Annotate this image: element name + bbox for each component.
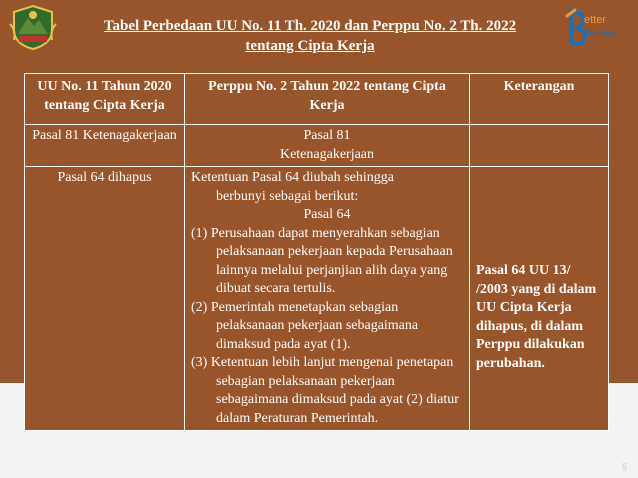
table-row (25, 167, 609, 431)
header-perppu-2022: Perppu No. 2 Tahun 2022 tentang Cipta Kerja (185, 74, 470, 125)
comparison-table (24, 73, 609, 431)
row2-item-2: (2) Pemerintah menetapkan sebagian pelaksanaan pekerjaan sebagaimana dimaksud pada ayat (1). (191, 299, 419, 352)
title-line-2: tentang Cipta Kerja (245, 38, 375, 54)
logo-text-bottom: Bernalar (584, 29, 615, 38)
row2-perppu-cell (185, 167, 470, 431)
page-number: 5 (622, 462, 628, 472)
title-line-1: Tabel Perbedaan UU No. 11 Th. 2020 dan Perppu No. 2 Th. 2022 (103, 18, 517, 34)
page-title (60, 16, 560, 56)
row1-perppu-line2: Ketenagakerjaan (279, 146, 375, 162)
row2-item-3: (3) Ketentuan lebih lanjut mengenai penetapan sebagian pelaksanaan pekerjaan sebagaimana dimaksud pada ayat (2) diatur dalam Peraturan Pemerintah. (191, 355, 459, 426)
row1-perppu-line1: Pasal 81 (303, 128, 351, 143)
row2-uu-cell: Pasal 64 dihapus (25, 167, 185, 431)
row2-intro: Ketentuan Pasal 64 diubah sehingga (191, 170, 394, 185)
row2-article-heading: Pasal 64 (303, 207, 351, 222)
row2-note-cell: Pasal 64 UU 13/ /2003 yang di dalam UU Cipta Kerja dihapus, di dalam Perppu dilakukan perubahan. (470, 167, 609, 431)
row1-note-cell (470, 125, 609, 167)
header-keterangan: Keterangan (470, 74, 609, 125)
row1-perppu-cell (185, 125, 470, 167)
better-bernalar-logo (563, 6, 627, 46)
row2-intro-cont: berbunyi sebagai berikut: (216, 188, 359, 204)
regional-emblem-logo (8, 4, 58, 50)
row1-uu-cell: Pasal 81 Ketenagakerjaan (25, 125, 185, 167)
row2-item-1: (1) Perusahaan dapat menyerahkan sebagian pelaksanaan pekerjaan kepada Perusahaan lainnya melalui perjanjian alih daya yang dibuat secara tertulis. (191, 225, 453, 296)
logo-text-top: etter (584, 14, 607, 26)
table-header-row (25, 74, 609, 125)
header-uu-2020: UU No. 11 Tahun 2020 tentang Cipta Kerja (25, 74, 185, 125)
table-row (25, 125, 609, 167)
